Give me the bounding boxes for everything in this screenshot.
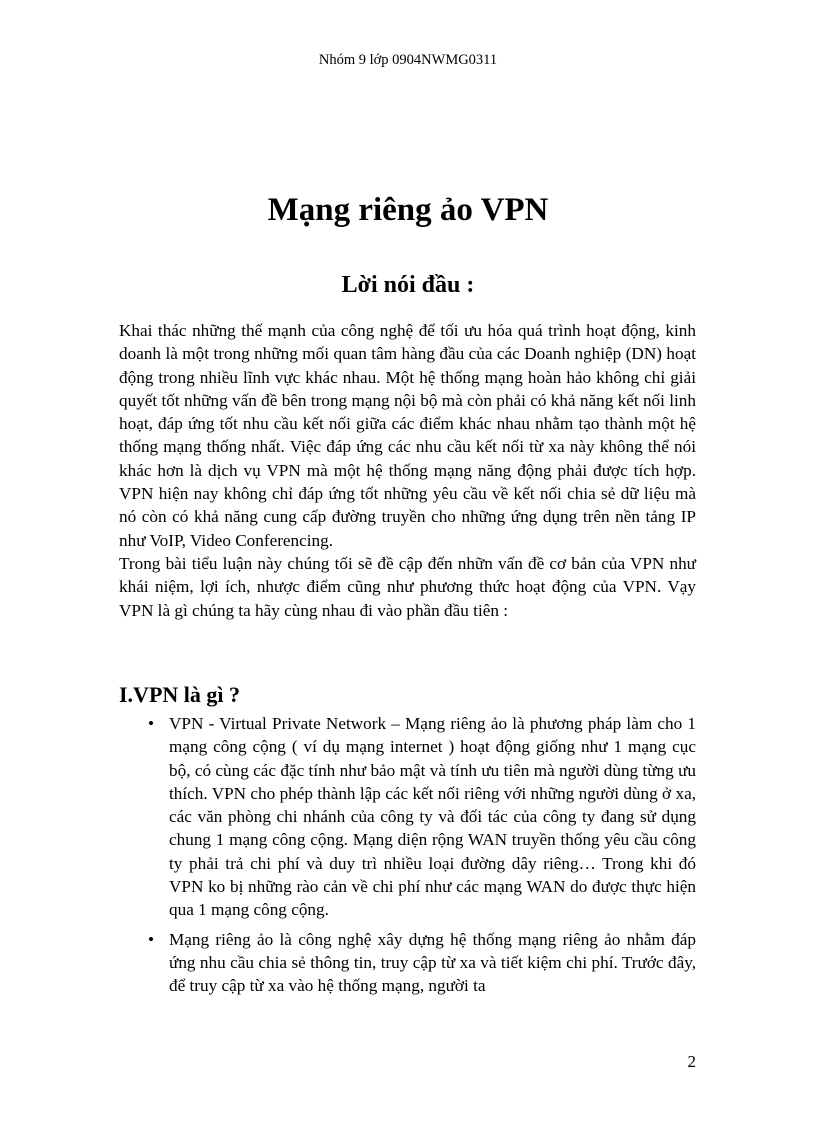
bullet-list xyxy=(146,712,696,1004)
section-heading: I.VPN là gì ? xyxy=(119,682,240,707)
list-item xyxy=(146,928,696,998)
preface-heading: Lời nói đầu : xyxy=(341,272,475,298)
list-item-text: VPN - Virtual Private Network – Mạng riêng ảo là phương pháp làm cho 1 mạng công cộng ( ví dụ mạng internet ) hoạt động giống như 1 mạng cục bộ, có cùng các đặc tính như bảo mật và tính ưu tiên mà người dùng từng ưu thích. VPN cho phép thành lập các kết nối riêng với những người dùng ở xa, các văn phòng chi nhánh của công ty và đối tác của công ty đang sử dụng chung 1 mạng công cộng. Mạng diện rộng WAN truyền thống yêu cầu công ty phải trả chi phí và duy trì nhiều loại đường dây riêng… Trong khi đó VPN ko bị những rào cản về chi phí như các mạng WAN do được thực hiện qua 1 mạng công cộng. xyxy=(169,714,696,920)
preface-paragraph-2: Trong bài tiểu luận này chúng tối sẽ đề cập đến nhữn vấn đề cơ bản của VPN như khái niệm, lợi ích, nhược điểm cũng như phương thức hoạt động của VPN. Vạy VPN là gì chúng ta hãy cùng nhau đi vào phần đầu tiên : xyxy=(119,553,696,620)
bullet-icon: • xyxy=(147,929,155,949)
page-number: 2 xyxy=(687,1052,696,1071)
page-header: Nhóm 9 lớp 0904NWMG0311 xyxy=(318,52,498,68)
document-title: Mạng riêng ảo VPN xyxy=(267,192,549,228)
preface-paragraph-1: Khai thác những thế mạnh của công nghệ để tối ưu hóa quá trình hoạt động, kinh doanh là một trong những mối quan tâm hàng đầu của các Doanh nghiệp (DN) hoạt động trong nhiều lĩnh vực khác nhau. Một hệ thống mạng hoàn hảo không chỉ giải quyết tốt những vấn đề bên trong mạng nội bộ mà còn phải có khả năng kết nối linh hoạt, đáp ứng tốt nhu cầu kết nối giữa các điểm khác nhau nhằm tạo thành một hệ thống mạng thống nhất. Việc đáp ứng các nhu cầu kết nối từ xa này không thể nói khác hơn là dịch vụ VPN mà một hệ thống mạng năng động phải được tích hợp. VPN hiện nay không chỉ đáp ứng tốt những yêu cầu về kết nối chia sẻ dữ liệu mà nó còn có khả năng cung cấp đường truyền cho những ứng dụng trên nền tảng IP như VoIP, Video Conferencing. xyxy=(119,321,696,550)
preface-body xyxy=(119,319,696,622)
list-item xyxy=(146,712,696,922)
list-item-text: Mạng riêng ảo là công nghệ xây dựng hệ thống mạng riêng ảo nhằm đáp ứng nhu cầu chia sẻ thông tin, truy cập từ xa và tiết kiệm chi phí. Trước đây, để truy cập từ xa vào hệ thống mạng, người ta xyxy=(169,929,696,996)
bullet-icon: • xyxy=(147,714,155,733)
